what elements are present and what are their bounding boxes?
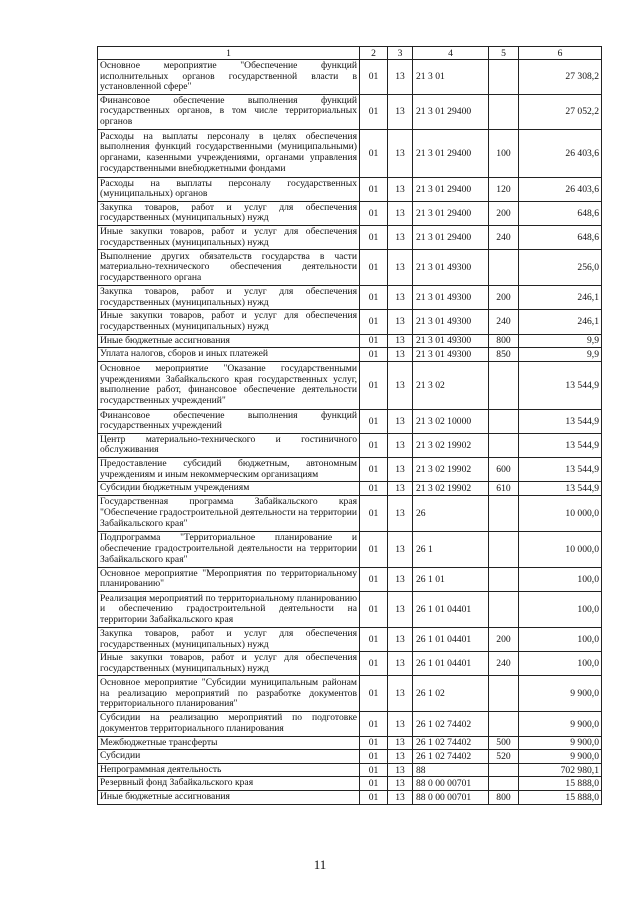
row-amount-cell: 13 544,9 bbox=[519, 433, 602, 457]
row-name-cell: Закупка товаров, работ и услуг для обеспечения государственных (муниципальных) нужд bbox=[98, 286, 360, 310]
row-section-cell: 01 bbox=[360, 736, 388, 750]
row-name-cell: Центр материально-технического и гостиничного обслуживания bbox=[98, 433, 360, 457]
row-name-cell: Финансовое обеспечение выполнения функций государственных органов, в том числе территориальных органов bbox=[98, 94, 360, 129]
table-row bbox=[98, 361, 602, 409]
row-amount-cell: 9,9 bbox=[519, 348, 602, 362]
row-expense-type-cell bbox=[489, 94, 519, 129]
row-target-article-cell: 26 1 02 74402 bbox=[413, 736, 489, 750]
row-amount-cell: 26 403,6 bbox=[519, 177, 602, 201]
header-cell-amount: 6 bbox=[519, 47, 602, 60]
row-amount-cell: 26 403,6 bbox=[519, 129, 602, 177]
row-amount-cell: 10 000,0 bbox=[519, 495, 602, 531]
row-subsection-cell: 13 bbox=[388, 777, 413, 791]
row-section-cell: 01 bbox=[360, 94, 388, 129]
row-target-article-cell: 88 0 00 00701 bbox=[413, 790, 489, 804]
row-amount-cell: 256,0 bbox=[519, 250, 602, 286]
budget-table bbox=[97, 46, 602, 805]
row-amount-cell: 9 900,0 bbox=[519, 750, 602, 764]
table-row bbox=[98, 348, 602, 362]
row-expense-type-cell bbox=[489, 763, 519, 777]
table-row bbox=[98, 790, 602, 804]
row-name-cell: Государственная программа Забайкальского края "Обеспечение градостроительной деятельности на территории Забайкальского края" bbox=[98, 495, 360, 531]
row-expense-type-cell bbox=[489, 433, 519, 457]
table-row bbox=[98, 60, 602, 95]
row-amount-cell: 9 900,0 bbox=[519, 736, 602, 750]
table-row bbox=[98, 676, 602, 712]
row-name-cell: Закупка товаров, работ и услуг для обеспечения государственных (муниципальных) нужд bbox=[98, 201, 360, 225]
row-expense-type-cell: 240 bbox=[489, 310, 519, 334]
row-subsection-cell: 13 bbox=[388, 676, 413, 712]
table-row bbox=[98, 712, 602, 736]
header-row bbox=[98, 47, 602, 60]
row-section-cell: 01 bbox=[360, 286, 388, 310]
row-name-cell: Основное мероприятие "Субсидии муниципальным районам на реализацию мероприятий по разработке документов территориального планирования" bbox=[98, 676, 360, 712]
row-subsection-cell: 13 bbox=[388, 790, 413, 804]
row-section-cell: 01 bbox=[360, 177, 388, 201]
row-target-article-cell: 26 1 01 04401 bbox=[413, 652, 489, 676]
row-section-cell: 01 bbox=[360, 495, 388, 531]
row-amount-cell: 13 544,9 bbox=[519, 409, 602, 433]
row-section-cell: 01 bbox=[360, 201, 388, 225]
table-row bbox=[98, 409, 602, 433]
row-expense-type-cell: 240 bbox=[489, 652, 519, 676]
row-amount-cell: 100,0 bbox=[519, 628, 602, 652]
row-amount-cell: 648,6 bbox=[519, 225, 602, 249]
row-subsection-cell: 13 bbox=[388, 250, 413, 286]
row-target-article-cell: 26 1 01 04401 bbox=[413, 592, 489, 628]
row-amount-cell: 13 544,9 bbox=[519, 361, 602, 409]
row-subsection-cell: 13 bbox=[388, 712, 413, 736]
row-amount-cell: 246,1 bbox=[519, 286, 602, 310]
row-name-cell: Расходы на выплаты персоналу в целях обеспечения выполнения функций государственными (муниципальными) органами, казенными учреждениями, органами управления государственными внебюджетными фондами bbox=[98, 129, 360, 177]
row-target-article-cell: 21 3 01 49300 bbox=[413, 334, 489, 348]
row-target-article-cell: 21 3 01 49300 bbox=[413, 286, 489, 310]
row-subsection-cell: 13 bbox=[388, 567, 413, 591]
row-name-cell: Резервный фонд Забайкальского края bbox=[98, 777, 360, 791]
row-subsection-cell: 13 bbox=[388, 458, 413, 482]
row-section-cell: 01 bbox=[360, 482, 388, 496]
row-section-cell: 01 bbox=[360, 777, 388, 791]
row-target-article-cell: 21 3 02 bbox=[413, 361, 489, 409]
table-row bbox=[98, 482, 602, 496]
table-row bbox=[98, 94, 602, 129]
row-section-cell: 01 bbox=[360, 310, 388, 334]
header-cell-section: 2 bbox=[360, 47, 388, 60]
row-amount-cell: 246,1 bbox=[519, 310, 602, 334]
row-section-cell: 01 bbox=[360, 790, 388, 804]
row-subsection-cell: 13 bbox=[388, 201, 413, 225]
row-section-cell: 01 bbox=[360, 652, 388, 676]
row-subsection-cell: 13 bbox=[388, 750, 413, 764]
table-row bbox=[98, 334, 602, 348]
row-name-cell: Основное мероприятие "Оказание государственными учреждениями Забайкальского края государственных услуг, выполнение работ, финансовое обеспечение деятельности государственных учреждений" bbox=[98, 361, 360, 409]
table-row bbox=[98, 777, 602, 791]
row-target-article-cell: 26 1 02 bbox=[413, 676, 489, 712]
row-subsection-cell: 13 bbox=[388, 592, 413, 628]
row-section-cell: 01 bbox=[360, 763, 388, 777]
table-row bbox=[98, 652, 602, 676]
row-amount-cell: 27 052,2 bbox=[519, 94, 602, 129]
row-section-cell: 01 bbox=[360, 60, 388, 95]
row-target-article-cell: 21 3 01 29400 bbox=[413, 201, 489, 225]
row-subsection-cell: 13 bbox=[388, 628, 413, 652]
page-number: 11 bbox=[313, 857, 327, 872]
table-row bbox=[98, 495, 602, 531]
row-name-cell: Субсидии бюджетным учреждениям bbox=[98, 482, 360, 496]
table-row bbox=[98, 250, 602, 286]
row-expense-type-cell: 200 bbox=[489, 628, 519, 652]
row-amount-cell: 9 900,0 bbox=[519, 676, 602, 712]
table-row bbox=[98, 628, 602, 652]
row-target-article-cell: 26 1 02 74402 bbox=[413, 712, 489, 736]
row-section-cell: 01 bbox=[360, 334, 388, 348]
row-name-cell: Подпрограмма "Территориальное планирование и обеспечение градостроительной деятельности на территории Забайкальского края" bbox=[98, 531, 360, 567]
table-row bbox=[98, 592, 602, 628]
row-amount-cell: 9 900,0 bbox=[519, 712, 602, 736]
row-subsection-cell: 13 bbox=[388, 433, 413, 457]
row-target-article-cell: 26 1 01 04401 bbox=[413, 628, 489, 652]
row-expense-type-cell bbox=[489, 361, 519, 409]
row-name-cell: Выполнение других обязательств государства в части материально-технического обеспечения деятельности государственного органа bbox=[98, 250, 360, 286]
row-expense-type-cell: 120 bbox=[489, 177, 519, 201]
row-name-cell: Основное мероприятие "Мероприятия по территориальному планированию" bbox=[98, 567, 360, 591]
row-name-cell: Субсидии на реализацию мероприятий по подготовке документов территориального планирования bbox=[98, 712, 360, 736]
row-section-cell: 01 bbox=[360, 712, 388, 736]
row-section-cell: 01 bbox=[360, 676, 388, 712]
row-subsection-cell: 13 bbox=[388, 286, 413, 310]
row-target-article-cell: 26 bbox=[413, 495, 489, 531]
row-subsection-cell: 13 bbox=[388, 361, 413, 409]
row-amount-cell: 10 000,0 bbox=[519, 531, 602, 567]
row-subsection-cell: 13 bbox=[388, 652, 413, 676]
row-expense-type-cell: 800 bbox=[489, 334, 519, 348]
row-name-cell: Иные закупки товаров, работ и услуг для обеспечения государственных (муниципальных) нужд bbox=[98, 652, 360, 676]
row-name-cell: Межбюджетные трансферты bbox=[98, 736, 360, 750]
row-section-cell: 01 bbox=[360, 567, 388, 591]
row-name-cell: Закупка товаров, работ и услуг для обеспечения государственных (муниципальных) нужд bbox=[98, 628, 360, 652]
header-cell-target-article: 4 bbox=[413, 47, 489, 60]
table-row bbox=[98, 177, 602, 201]
row-subsection-cell: 13 bbox=[388, 495, 413, 531]
row-subsection-cell: 13 bbox=[388, 225, 413, 249]
table-row bbox=[98, 225, 602, 249]
row-amount-cell: 13 544,9 bbox=[519, 458, 602, 482]
row-expense-type-cell bbox=[489, 60, 519, 95]
row-amount-cell: 15 888,0 bbox=[519, 777, 602, 791]
row-amount-cell: 100,0 bbox=[519, 592, 602, 628]
table-row bbox=[98, 763, 602, 777]
row-expense-type-cell bbox=[489, 250, 519, 286]
table-row bbox=[98, 286, 602, 310]
row-section-cell: 01 bbox=[360, 129, 388, 177]
row-section-cell: 01 bbox=[360, 348, 388, 362]
row-expense-type-cell bbox=[489, 409, 519, 433]
row-amount-cell: 702 980,1 bbox=[519, 763, 602, 777]
row-subsection-cell: 13 bbox=[388, 94, 413, 129]
row-subsection-cell: 13 bbox=[388, 129, 413, 177]
table-row bbox=[98, 750, 602, 764]
row-expense-type-cell: 800 bbox=[489, 790, 519, 804]
row-target-article-cell: 88 0 00 00701 bbox=[413, 777, 489, 791]
row-target-article-cell: 21 3 02 19902 bbox=[413, 433, 489, 457]
table-row bbox=[98, 310, 602, 334]
row-expense-type-cell: 240 bbox=[489, 225, 519, 249]
row-target-article-cell: 26 1 02 74402 bbox=[413, 750, 489, 764]
row-name-cell: Предоставление субсидий бюджетным, автономным учреждениям и иным некоммерческим организациям bbox=[98, 458, 360, 482]
table-row bbox=[98, 129, 602, 177]
row-expense-type-cell bbox=[489, 712, 519, 736]
row-expense-type-cell: 200 bbox=[489, 286, 519, 310]
row-expense-type-cell: 100 bbox=[489, 129, 519, 177]
table-row bbox=[98, 736, 602, 750]
table-row bbox=[98, 433, 602, 457]
row-section-cell: 01 bbox=[360, 750, 388, 764]
row-expense-type-cell bbox=[489, 495, 519, 531]
row-amount-cell: 9,9 bbox=[519, 334, 602, 348]
row-subsection-cell: 13 bbox=[388, 763, 413, 777]
header-cell-name: 1 bbox=[98, 47, 360, 60]
row-target-article-cell: 21 3 01 29400 bbox=[413, 129, 489, 177]
row-amount-cell: 100,0 bbox=[519, 652, 602, 676]
row-target-article-cell: 21 3 01 49300 bbox=[413, 348, 489, 362]
row-target-article-cell: 26 1 01 bbox=[413, 567, 489, 591]
row-expense-type-cell: 200 bbox=[489, 201, 519, 225]
row-section-cell: 01 bbox=[360, 592, 388, 628]
row-expense-type-cell bbox=[489, 567, 519, 591]
row-name-cell: Уплата налогов, сборов и иных платежей bbox=[98, 348, 360, 362]
header-cell-expense-type: 5 bbox=[489, 47, 519, 60]
row-name-cell: Основное мероприятие "Обеспечение функций исполнительных органов государственной власти в установленной сфере" bbox=[98, 60, 360, 95]
row-subsection-cell: 13 bbox=[388, 334, 413, 348]
row-name-cell: Реализация мероприятий по территориальному планированию и обеспечению градостроительной деятельности на территории Забайкальского края bbox=[98, 592, 360, 628]
row-name-cell: Расходы на выплаты персоналу государственных (муниципальных) органов bbox=[98, 177, 360, 201]
row-target-article-cell: 21 3 02 19902 bbox=[413, 458, 489, 482]
row-expense-type-cell bbox=[489, 592, 519, 628]
row-section-cell: 01 bbox=[360, 250, 388, 286]
row-target-article-cell: 21 3 01 29400 bbox=[413, 94, 489, 129]
row-subsection-cell: 13 bbox=[388, 348, 413, 362]
row-expense-type-cell bbox=[489, 676, 519, 712]
row-subsection-cell: 13 bbox=[388, 531, 413, 567]
row-name-cell: Непрограммная деятельность bbox=[98, 763, 360, 777]
row-subsection-cell: 13 bbox=[388, 60, 413, 95]
row-section-cell: 01 bbox=[360, 628, 388, 652]
row-name-cell: Субсидии bbox=[98, 750, 360, 764]
table-row bbox=[98, 201, 602, 225]
row-target-article-cell: 21 3 02 10000 bbox=[413, 409, 489, 433]
table-row bbox=[98, 458, 602, 482]
row-section-cell: 01 bbox=[360, 361, 388, 409]
row-amount-cell: 13 544,9 bbox=[519, 482, 602, 496]
table-row bbox=[98, 567, 602, 591]
row-amount-cell: 648,6 bbox=[519, 201, 602, 225]
row-subsection-cell: 13 bbox=[388, 310, 413, 334]
row-name-cell: Иные бюджетные ассигнования bbox=[98, 334, 360, 348]
row-amount-cell: 27 308,2 bbox=[519, 60, 602, 95]
row-section-cell: 01 bbox=[360, 458, 388, 482]
header-cell-subsection: 3 bbox=[388, 47, 413, 60]
row-target-article-cell: 21 3 02 19902 bbox=[413, 482, 489, 496]
row-target-article-cell: 21 3 01 29400 bbox=[413, 225, 489, 249]
row-name-cell: Иные бюджетные ассигнования bbox=[98, 790, 360, 804]
row-amount-cell: 100,0 bbox=[519, 567, 602, 591]
row-expense-type-cell bbox=[489, 777, 519, 791]
row-expense-type-cell: 500 bbox=[489, 736, 519, 750]
row-expense-type-cell bbox=[489, 531, 519, 567]
row-subsection-cell: 13 bbox=[388, 736, 413, 750]
row-target-article-cell: 88 bbox=[413, 763, 489, 777]
row-expense-type-cell: 600 bbox=[489, 458, 519, 482]
row-subsection-cell: 13 bbox=[388, 409, 413, 433]
table-row bbox=[98, 531, 602, 567]
row-name-cell: Иные закупки товаров, работ и услуг для обеспечения государственных (муниципальных) нужд bbox=[98, 225, 360, 249]
row-expense-type-cell: 520 bbox=[489, 750, 519, 764]
row-section-cell: 01 bbox=[360, 531, 388, 567]
row-name-cell: Иные закупки товаров, работ и услуг для обеспечения государственных (муниципальных) нужд bbox=[98, 310, 360, 334]
row-section-cell: 01 bbox=[360, 409, 388, 433]
row-expense-type-cell: 610 bbox=[489, 482, 519, 496]
row-target-article-cell: 26 1 bbox=[413, 531, 489, 567]
row-subsection-cell: 13 bbox=[388, 482, 413, 496]
row-section-cell: 01 bbox=[360, 433, 388, 457]
row-expense-type-cell: 850 bbox=[489, 348, 519, 362]
row-amount-cell: 15 888,0 bbox=[519, 790, 602, 804]
row-section-cell: 01 bbox=[360, 225, 388, 249]
row-target-article-cell: 21 3 01 49300 bbox=[413, 310, 489, 334]
row-target-article-cell: 21 3 01 bbox=[413, 60, 489, 95]
row-target-article-cell: 21 3 01 29400 bbox=[413, 177, 489, 201]
row-subsection-cell: 13 bbox=[388, 177, 413, 201]
row-target-article-cell: 21 3 01 49300 bbox=[413, 250, 489, 286]
row-name-cell: Финансовое обеспечение выполнения функций государственных учреждений bbox=[98, 409, 360, 433]
